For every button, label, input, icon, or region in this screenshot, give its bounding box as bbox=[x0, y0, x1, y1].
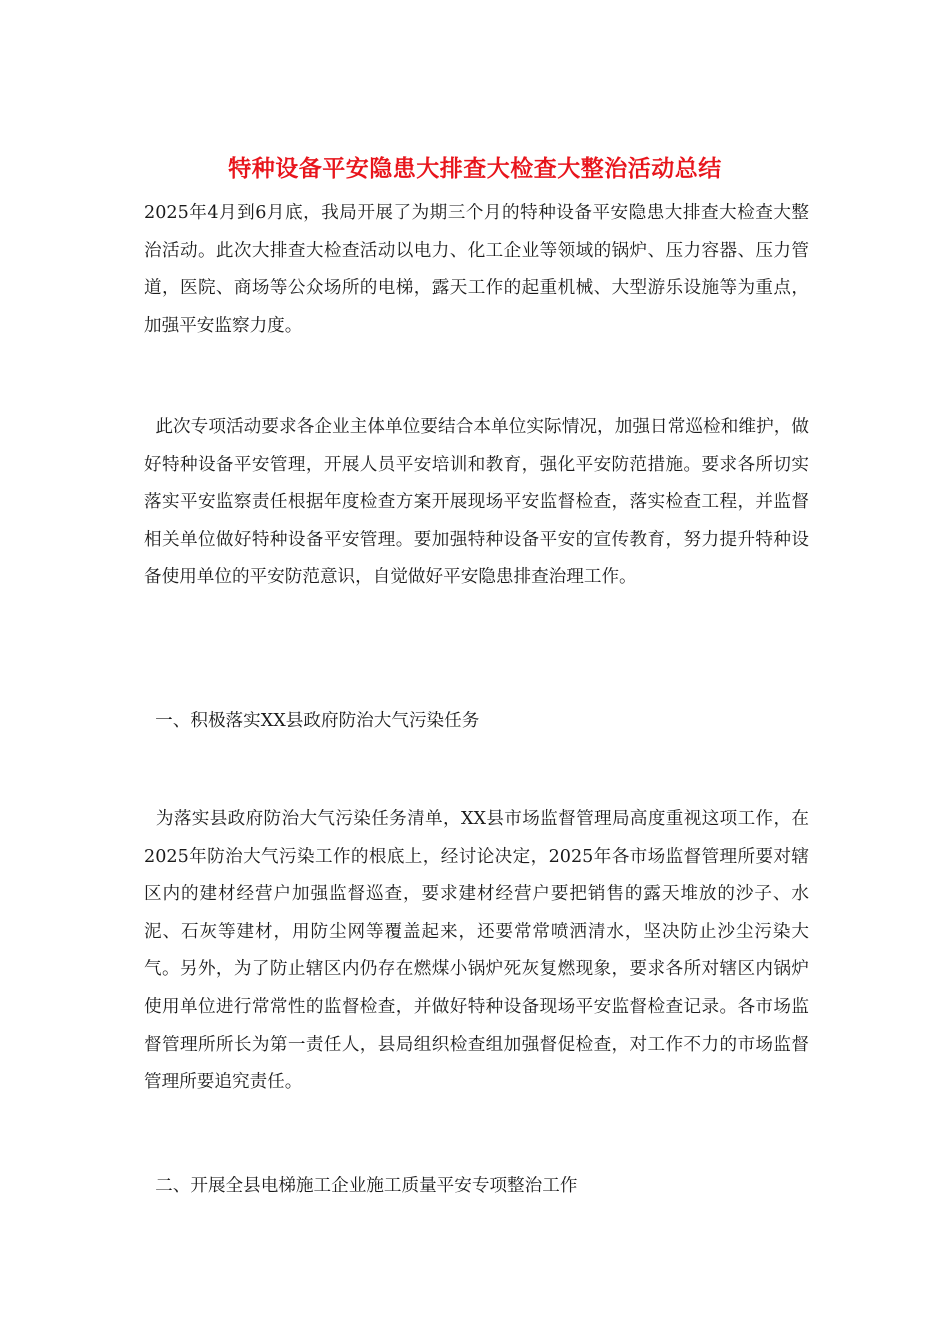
document-title: 特种设备平安隐患大排查大检查大整治活动总结 bbox=[228, 155, 722, 182]
section-heading-2: 二、开展全县电梯施工企业施工质量平安专项整治工作 bbox=[144, 1176, 578, 1196]
requirements-paragraph: 此次专项活动要求各企业主体单位要结合本单位实际情况，加强日常巡检和维护，做好特种设备平安管理，开展人员平安培训和教育，强化平安防范措施。要求各所切实落实平安监察责任根据年度检查方案开展现场平安监督检查，落实检查工程，并监督相关单位做好特种设备平安管理。要加强特种设备平安的宣传教育，努力提升特种设备使用单位的平安防范意识，自觉做好平安隐患排查治理工作。 bbox=[144, 417, 809, 588]
section-heading-1: 一、积极落实XX县政府防治大气污染任务 bbox=[144, 711, 480, 731]
intro-paragraph: 2025年4月到6月底，我局开展了为期三个月的特种设备平安隐患大排查大检查大整治活动。此次大排查大检查活动以电力、化工企业等领域的锅炉、压力容器、压力管道，医院、商场等公众场所的电梯，露天工作的起重机械、大型游乐设施等为重点，加强平安监察力度。 bbox=[144, 203, 809, 336]
section-1-body: 为落实县政府防治大气污染任务清单，XX县市场监督管理局高度重视这项工作，在2025年防治大气污染工作的根底上，经讨论决定，2025年各市场监督管理所要对辖区内的建材经营户加强监督巡查，要求建材经营户要把销售的露天堆放的沙子、水泥、石灰等建材，用防尘网等覆盖起来，还要常常喷洒清水，坚决防止沙尘污染大气。另外，为了防止辖区内仍存在燃煤小锅炉死灰复燃现象，要求各所对辖区内锅炉使用单位进行常常性的监督检查，并做好特种设备现场平安监督检查记录。各市场监督管理所所长为第一责任人，县局组织检查组加强督促检查，对工作不力的市场监督管理所要追究责任。 bbox=[144, 809, 809, 1093]
